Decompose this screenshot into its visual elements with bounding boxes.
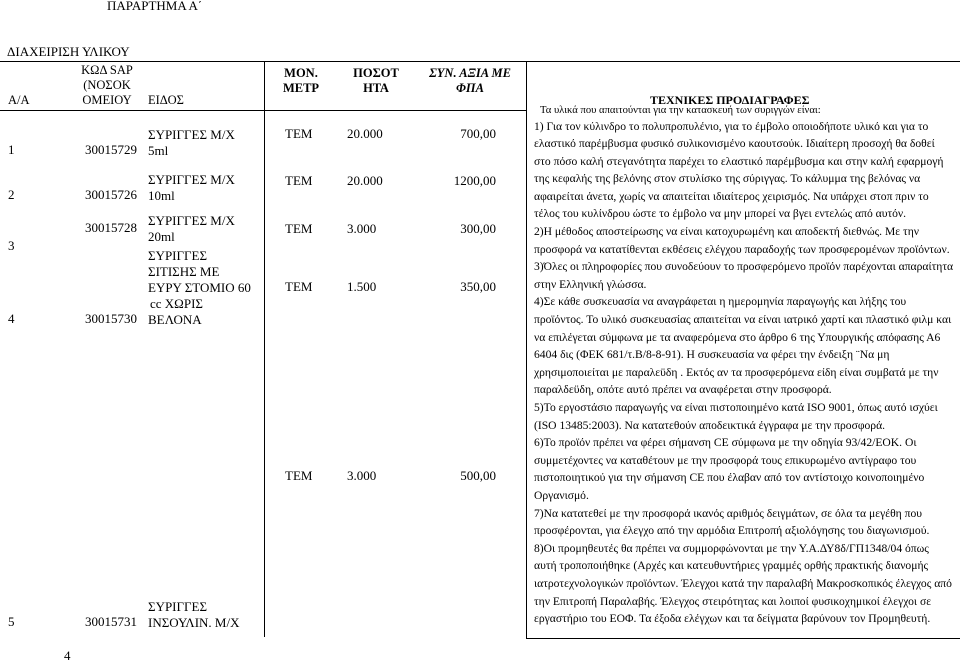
spec-paragraph-4: 4)Σε κάθε συσκευασία να αναγράφεται η ημερομηνία παραγωγής και λήξης του προϊόντος. Το υλικό συσκευασίας απαιτείται να είναι ιατρικό χαρτί και πλαστικό φιλμ και να επιλέγεται σύμφωνα με τα αναφερόμενα στο άρθρο 6 της Υπουργικής απόφασης Α6 6404 δις (ΦΕΚ 681/τ.Β/8-8-91). Η συσκευασία να φέρει την ένδειξη ¨Να μη χρησιμοποιείται με παραλεϋδη . Εκτός αν τα προσφερόμενα είδη είναι συμβατά με την παραλδεϋδη, οπότε αυτό πρέπει να αναφέρεται στην προσφορά. [534, 295, 952, 397]
col-header-sap-line1: ΚΩΔ SAP [81, 63, 133, 77]
row4-unit: ΤΕΜ [285, 279, 313, 294]
col-header-unit-line1: ΜΟΝ. [284, 66, 318, 80]
row2-unit: ΤΕΜ [285, 173, 313, 188]
row3-value: 300,00 [460, 221, 496, 236]
col-header-quantity-line1: ΠΟΣΟΤ [353, 66, 399, 80]
row4-code: 30015730 [85, 311, 137, 326]
table-top-border [0, 61, 960, 62]
column-divider-right [526, 61, 527, 638]
page-number: 4 [64, 648, 71, 663]
col-header-quantity-line2: ΗΤΑ [363, 81, 389, 95]
col-header-specs: ΤΕΧΝΙΚΕΣ ΠΡΟΔΙΑΓΡΑΦΕΣ [650, 93, 810, 107]
spec-paragraph-7: 7)Να κατατεθεί με την προσφορά ικανός αριθμός δειγμάτων, σε όλα τα μεγέθη που προσφέρονται, για έλεγχο από την αρμόδια Επιτροπή αξιολόγησης του διαγωνισμού. [534, 506, 930, 538]
row5-unit: ΤΕΜ [285, 468, 313, 483]
spec-paragraph-3: 3)Όλες οι πληροφορίες που συνοδεύουν το προσφερόμενο προϊόν παρέχονται απαραίτητα στην Ελληνική γλώσσα. [534, 260, 954, 291]
row4-item-line5: ΒΕΛΟΝΑ [148, 312, 202, 327]
row4-item-line2: ΣΙΤΙΣΗΣ ΜΕ [148, 264, 220, 279]
col-header-sap-code [66, 63, 148, 108]
row1-value: 700,00 [460, 126, 496, 141]
spec-paragraph-6: 6)Το προϊόν πρέπει να φέρει σήμανση CE σύμφωνα με την οδηγία 93/42/ΕΟΚ. Οι συμμετέχοντες να καταθέτουν με την προσφορά τους επικυρωμένο αντίγραφο του πιστοποιητικού για την σήμανση CE που έλαβαν από τον αντίστοιχο κοινοποιημένο Οργανισμό. [534, 436, 925, 502]
row1-qty: 20.000 [347, 126, 383, 141]
spec-paragraph-2: 2)Η μέθοδος αποστείρωσης να είναι κατοχυρωμένη και αποδεκτή διεθνώς. Με την προσφορά να κατατίθενται εκθέσεις ελέγχου παραδοχής των προσφερομένων προϊόντων. [534, 225, 950, 256]
row1-aa: 1 [8, 142, 15, 157]
col-header-value [420, 66, 520, 96]
row4-item-line1: ΣΥΡΙΓΓΕΣ [148, 248, 208, 263]
row3-item [148, 213, 235, 245]
row4-qty: 1.500 [347, 279, 377, 294]
row5-qty: 3.000 [347, 468, 377, 483]
row4-value: 350,00 [460, 279, 496, 294]
row2-code: 30015726 [85, 187, 137, 202]
header-bottom-border [0, 110, 526, 111]
technical-specs-text [534, 104, 954, 628]
section-title: ΔΙΑΧΕΙΡΙΣΗ ΥΛΙΚΟΥ [7, 44, 130, 59]
row5-item-line2: ΙΝΣΟΥΛΙΝ. Μ/Χ [148, 615, 240, 630]
row3-code: 30015728 [85, 220, 137, 235]
spec-intro: Τα υλικά που απαιτούνται για την κατασκευή των συριγγών είναι: [540, 105, 821, 116]
col-header-sap-line3: ΟΜΕΙΟΥ [82, 93, 132, 107]
row2-item-line2: 10ml [148, 188, 175, 203]
col-header-unit-line2: ΜΕΤΡ [282, 81, 320, 95]
row1-item-line2: 5ml [148, 143, 169, 158]
col-header-aa: Α/Α [8, 93, 30, 107]
row2-value: 1200,00 [453, 173, 496, 188]
col-header-value-line1: ΣΥΝ. ΑΞΙΑ ΜΕ [429, 66, 511, 80]
row4-item [148, 248, 251, 328]
col-header-value-line2: ΦΠΑ [456, 81, 484, 95]
row2-qty: 20.000 [347, 173, 383, 188]
row2-item [148, 172, 235, 204]
row2-aa: 2 [8, 187, 15, 202]
spec-paragraph-1: 1) Για τον κύλινδρο το πολυπροπυλένιο, για το έμβολο οποιοδήποτε υλικό και για το ελαστικό παρέμβυσμα φυσικό συλικονισμένο καουτσούκ. Ιδιαίτερη προσοχή θα δοθεί στο πόσο καλή στεγανότητα παρέχει το ελαστικό παρέμβυσμα και στην καλή εφαρμογή της κεφαλής της βελόνης στον στυλίσκο της σύριγγας. Το κάλυμμα της βελόνας να αφαιρείται άνετα, χωρίς να απαιτείται ιδιαίτερος χειρισμός. Να υπάρχει στοπ πριν το τέλος του κυλίνδρου ώστε το έμβολο να μην μπορεί να βγει εντελώς από αυτόν. [534, 119, 944, 221]
row1-item-line1: ΣΥΡΙΓΓΕΣ Μ/Χ [148, 127, 235, 142]
spec-paragraph-8: 8)Οι προμηθευτές θα πρέπει να συμμορφώνονται με την Υ.Α.ΔΥ8δ/ΓΠ1348/04 όπως αυτή τροποποιήθηκε (Αρχές και κατευθυντήριες γραμμές ορθής πρακτικής διανομής ιατροτεχνολογικών προϊόντων. Έλεγχοι κατά την παραλαβή Μακροσκοπικός έλεγχος από την Επιτροπή Παραλαβής. Έλεγχος στειρότητας και λοιποί φυσικοχημικοί έλεγχοι σε εργαστήριο του ΕΟΦ. Τα έξοδα ελέγχων και τα δείγματα βαρύνουν τον Προμηθευτή. [534, 541, 952, 626]
row1-code: 30015729 [85, 142, 137, 157]
col-header-item: ΕΙΔΟΣ [148, 93, 184, 107]
row4-item-line3: ΕΥΡΥ ΣΤΟΜΙΟ 60 [148, 280, 251, 295]
row1-unit: ΤΕΜ [285, 126, 313, 141]
row5-aa: 5 [8, 614, 15, 629]
row3-item-line1: ΣΥΡΙΓΓΕΣ Μ/Χ [148, 213, 235, 228]
row5-item [148, 599, 239, 631]
col-header-unit [272, 66, 330, 96]
spec-paragraph-5: 5)Το εργοστάσιο παραγωγής να είναι πιστοποιημένο κατά ISO 9001, όπως αυτό ισχύει (ISO 13485:2003). Να κατατεθούν αποδεικτικά έγγραφα με την προσφορά. [534, 401, 938, 432]
col-header-sap-line2: (ΝΟΣΟΚ [83, 78, 131, 92]
specs-bottom-border [526, 638, 960, 639]
row3-item-line2: 20ml [148, 229, 175, 244]
row3-qty: 3.000 [347, 221, 377, 236]
row2-item-line1: ΣΥΡΙΓΓΕΣ Μ/Χ [148, 172, 235, 187]
row1-item [148, 127, 235, 159]
column-divider-left [264, 61, 265, 637]
row5-code: 30015731 [85, 614, 137, 629]
row4-item-line4: cc ΧΩΡΙΣ [150, 296, 203, 311]
row3-unit: ΤΕΜ [285, 221, 313, 236]
annex-title: ΠΑΡΑΡΤΗΜΑ Α΄ [107, 0, 203, 13]
col-header-quantity [344, 66, 408, 96]
row3-aa: 3 [8, 238, 15, 253]
row4-aa: 4 [8, 311, 15, 326]
row5-item-line1: ΣΥΡΙΓΓΕΣ [148, 599, 208, 614]
row5-value: 500,00 [460, 468, 496, 483]
